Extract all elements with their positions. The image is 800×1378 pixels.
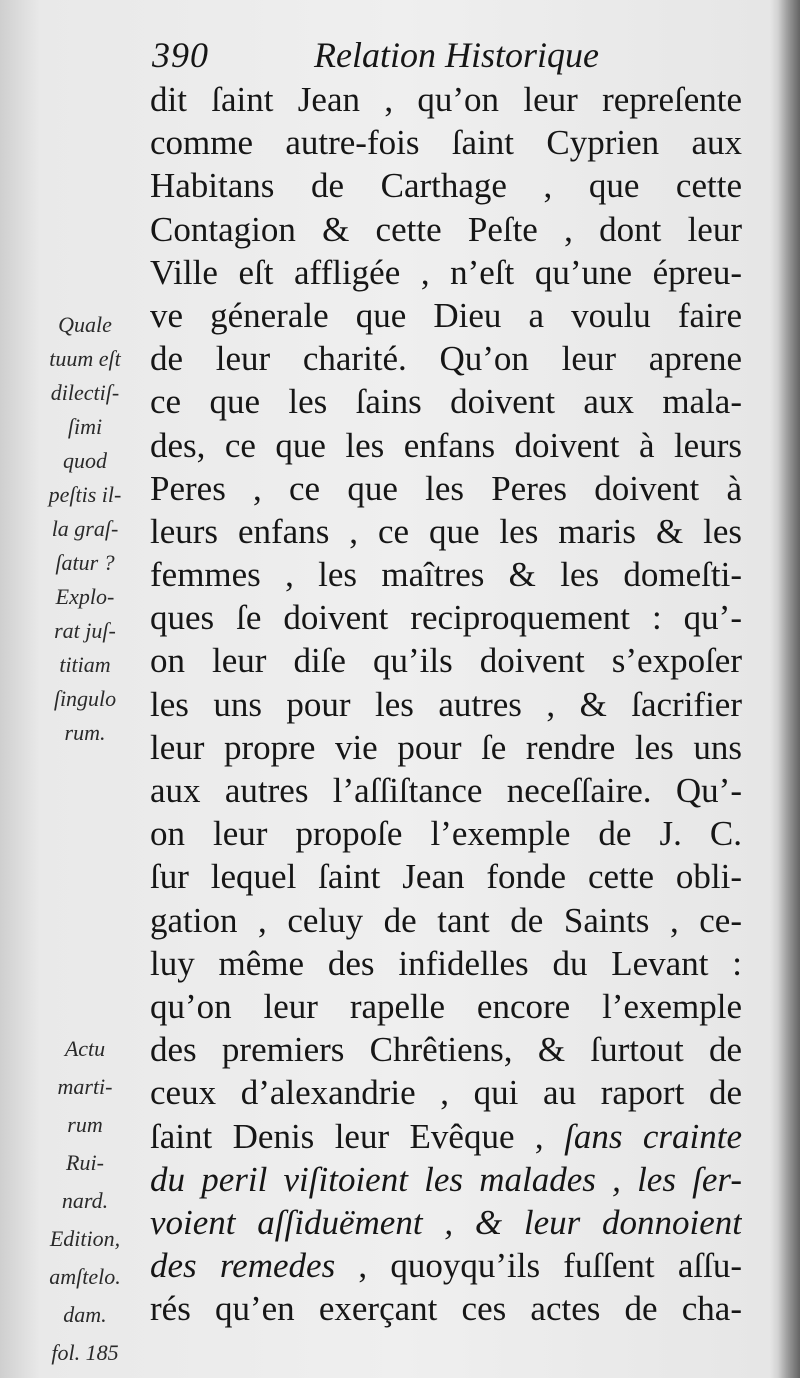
margin-note-line: peſtis il- — [48, 482, 122, 507]
text-line: on leur propoſe l’exemple de J. C. — [150, 814, 742, 854]
text-line-mixed — [150, 1244, 742, 1287]
margin-note-line: marti- — [57, 1074, 113, 1099]
text-segment-roman: ſaint Denis leur Evêque , — [150, 1116, 565, 1156]
page-edge-shadow — [778, 0, 800, 1378]
running-title: Relation Historique — [314, 35, 599, 75]
text-line: de leur charité. Qu’on leur aprene — [150, 339, 742, 379]
text-line: Peres , ce que les Peres doivent à — [150, 468, 742, 508]
margin-note-line: Quale — [58, 312, 112, 337]
margin-note-line: Rui- — [66, 1150, 104, 1175]
text-line: aux autres l’aſſiſtance neceſſaire. Qu’- — [150, 771, 742, 810]
page-header — [152, 30, 752, 78]
text-line: Contagion & cette Peſte , dont leur — [150, 209, 742, 249]
text-line: luy même des infidelles du Levant : — [150, 943, 742, 983]
page-number: 390 — [152, 35, 209, 75]
text-line: Ville eſt affligée , n’eſt qu’une épreu- — [150, 252, 742, 292]
margin-note-line: titiam — [59, 652, 111, 677]
text-line: ſur lequel ſaint Jean fonde cette obli- — [150, 857, 742, 897]
margin-note-line: rum. — [64, 720, 106, 745]
text-line: ce que les ſains doivent aux mala- — [150, 382, 742, 422]
text-segment-roman: , quoyqu’ils fuſſent aſſu- — [335, 1246, 742, 1286]
margin-note-line: tuum eſt — [49, 346, 121, 371]
text-line-italic: du peril viſitoient les malades , les ſer- — [150, 1159, 742, 1199]
margin-note-line: dam. — [63, 1302, 107, 1327]
margin-note-line: fol. 185 — [51, 1340, 119, 1365]
main-text — [150, 78, 742, 1330]
text-line: comme autre-fois ſaint Cyprien aux — [150, 123, 742, 163]
margin-note-line: la graſ- — [51, 516, 119, 541]
text-line: leur propre vie pour ſe rendre les uns — [150, 727, 742, 767]
text-line: rés qu’en exerçant ces actes de cha- — [150, 1289, 742, 1329]
text-segment-italic: ſans crainte — [564, 1116, 742, 1156]
text-line: ques ſe doivent reciproquement : qu’- — [150, 598, 742, 638]
margin-note-line: ſingulo — [53, 686, 117, 711]
margin-note-line: quod — [63, 448, 107, 473]
text-line: des premiers Chrêtiens, & ſurtout de — [150, 1030, 742, 1070]
text-line: qu’on leur rapelle encore l’exemple — [150, 986, 742, 1026]
margin-note-line: rum — [67, 1112, 103, 1137]
text-line: les uns pour les autres , & ſacrifier — [150, 684, 742, 724]
margin-note-line: amſtelo. — [49, 1264, 121, 1289]
text-line-mixed — [150, 1115, 742, 1158]
text-segment-italic: des remedes — [150, 1246, 336, 1286]
text-line: femmes , les maîtres & les domeſti- — [150, 555, 742, 595]
margin-note-line: ſimi — [67, 414, 103, 439]
text-line: gation , celuy de tant de Saints , ce- — [150, 900, 742, 940]
text-line: ceux d’alexandrie , qui au raport de — [150, 1073, 742, 1113]
margin-note-line: Actu — [64, 1036, 106, 1061]
margin-note-line: dilectiſ- — [50, 380, 120, 405]
text-line: des, ce que les enfans doivent à leurs — [150, 425, 742, 465]
text-line: dit ſaint Jean , qu’on leur repreſente — [150, 80, 742, 119]
margin-note-line: Explo- — [55, 584, 115, 609]
text-segment-italic: voient aſſiduëment , — [150, 1202, 475, 1242]
text-line: on leur diſe qu’ils doivent s’expoſer — [150, 641, 742, 681]
margin-note-reference — [30, 1030, 140, 1372]
text-line: leurs enfans , ce que les maris & les — [150, 511, 742, 551]
text-line-italic — [150, 1201, 742, 1244]
margin-note-line: ſatur ? — [55, 550, 115, 575]
text-segment-italic: & leur donnoient — [474, 1202, 742, 1242]
margin-note-line: nard. — [61, 1188, 109, 1213]
margin-note-line: rat juſ- — [54, 618, 116, 643]
margin-note-line: Edition, — [49, 1226, 121, 1251]
text-line: ve génerale que Dieu a voulu faire — [150, 295, 742, 335]
margin-note-quotation — [30, 308, 140, 750]
text-line: Habitans de Carthage , que cette — [150, 166, 742, 206]
